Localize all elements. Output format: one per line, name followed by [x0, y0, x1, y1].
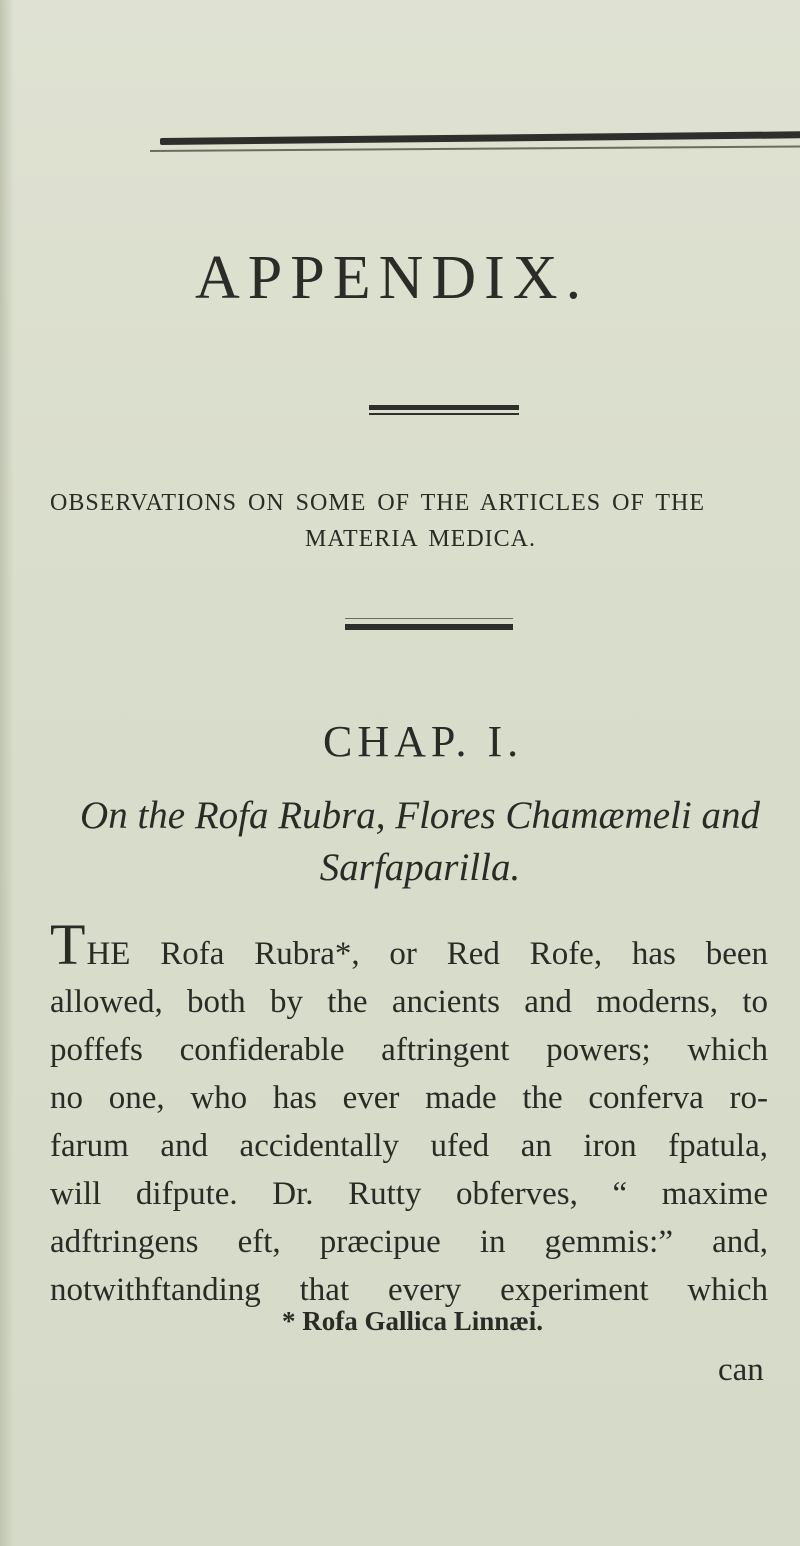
section-rule-thin — [369, 413, 519, 415]
page-edge-shadow — [0, 0, 14, 1546]
chapter-title-line-2: Sarfaparilla. — [319, 846, 521, 889]
body-line: will difpute. Dr. Rutty obferves, “ maxime — [50, 1176, 768, 1212]
section-rule-thick — [369, 405, 519, 410]
subtitle-line-1: OBSERVATIONS ON SOME OF THE ARTICLES OF THE — [50, 490, 706, 516]
chapter-rule-thick — [345, 624, 513, 630]
top-rule — [160, 130, 800, 145]
chapter-title-line-1: On the Rofa Rubra, Flores Chamæmeli and — [80, 794, 760, 837]
body-line: poffefs confiderable aftringent powers; which — [50, 1032, 768, 1068]
footnote: * Rofa Gallica Linnæi. — [282, 1306, 544, 1336]
drop-cap: T — [50, 912, 86, 977]
body-line: notwithftanding that every experiment which — [50, 1272, 768, 1308]
body-text — [50, 912, 768, 1314]
body-line: no one, who has ever made the conferva ro- — [50, 1080, 768, 1116]
body-line: allowed, both by the ancients and moderns, to — [50, 984, 768, 1020]
body-line-text: HE Rofa Rubra*, or Red Rofe, has been — [86, 936, 768, 972]
page-title: APPENDIX. — [195, 244, 590, 312]
top-rule-thin — [150, 145, 800, 152]
body-line — [50, 912, 768, 978]
body-line: farum and accidentally ufed an iron fpatula, — [50, 1128, 768, 1164]
chapter-label: CHAP. I. — [323, 717, 524, 766]
subtitle-line-2: MATERIA MEDICA. — [305, 526, 537, 552]
catchword: can — [718, 1352, 764, 1388]
chapter-title — [60, 790, 780, 894]
body-line: adftringens eft, præcipue in gemmis:” and, — [50, 1224, 768, 1260]
chapter-rule-thin — [345, 618, 513, 619]
